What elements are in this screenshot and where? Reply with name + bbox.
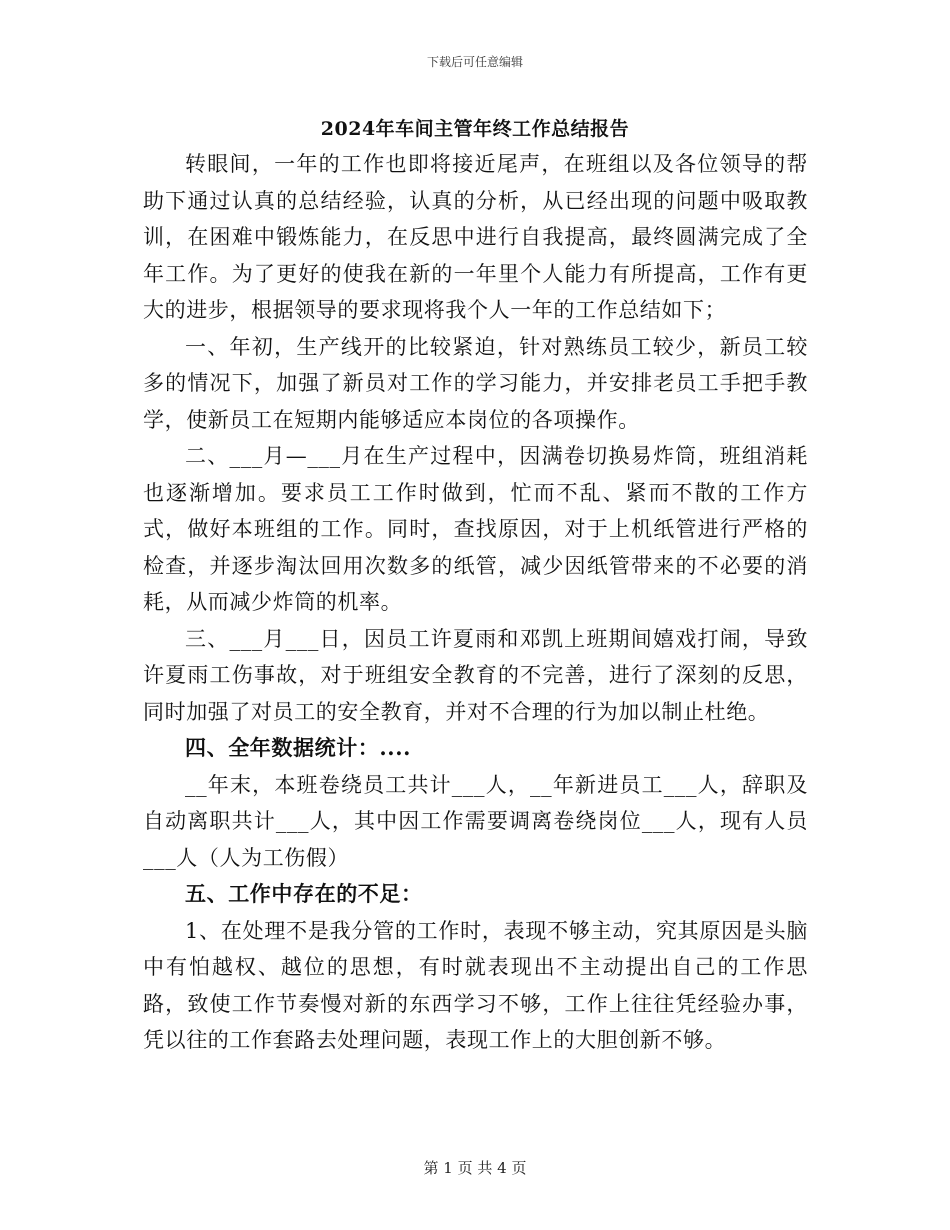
paragraph-statistics: __年末，本班卷绕员工共计___人，__年新进员工___人，辞职及自动离职共计___人，其中因工作需要调离卷绕岗位___人，现有人员___人（人为工伤假）	[143, 772, 808, 870]
paragraph-intro: 转眼间，一年的工作也即将接近尾声，在班组以及各位领导的帮助下通过认真的总结经验，认真的分析，从已经出现的问题中吸取教训，在困难中锻炼能力，在反思中进行自我提高，最终圆满完成了全年工作。为了更好的使我在新的一年里个人能力有所提高，工作有更大的进步，根据领导的要求现将我个人一年的工作总结如下；	[143, 152, 808, 322]
paragraph-item-2: 二、___月—___月在生产过程中，因满卷切换易炸筒，班组消耗也逐渐增加。要求员工工作时做到，忙而不乱、紧而不散的工作方式，做好本班组的工作。同时，查找原因，对于上机纸管进行严格的检查，并逐步淘汰回用次数多的纸管，减少因纸管带来的不必要的消耗，从而减少炸筒的机率。	[143, 444, 808, 614]
paragraph-item-1: 一、年初，生产线开的比较紧迫，针对熟练员工较少，新员工较多的情况下，加强了新员对工作的学习能力，并安排老员工手把手教学，使新员工在短期内能够适应本岗位的各项操作。	[143, 334, 808, 432]
document-title: 2024年车间主管年终工作总结报告	[320, 118, 630, 140]
document-body	[143, 146, 808, 1059]
header-note: 下载后可任意编辑	[426, 55, 523, 69]
section-heading-shortcomings: 五、工作中存在的不足：	[185, 881, 423, 906]
section-heading-statistics: 四、全年数据统计：....	[185, 735, 412, 760]
paragraph-shortcoming-1: 1、在处理不是我分管的工作时，表现不够主动，究其原因是头脑中有怕越权、越位的思想，有时就表现出不主动提出自己的工作思路，致使工作节奏慢对新的东西学习不够，工作上往往凭经验办事，凭以往的工作套路去处理问题，表现工作上的大胆创新不够。	[143, 918, 808, 1052]
paragraph-item-3: 三、___月___日，因员工许夏雨和邓凯上班期间嬉戏打闹，导致许夏雨工伤事故，对于班组安全教育的不完善，进行了深刻的反思，同时加强了对员工的安全教育，并对不合理的行为加以制止杜绝。	[143, 626, 808, 724]
page-number: 第 1 页 共 4 页	[423, 1159, 527, 1177]
